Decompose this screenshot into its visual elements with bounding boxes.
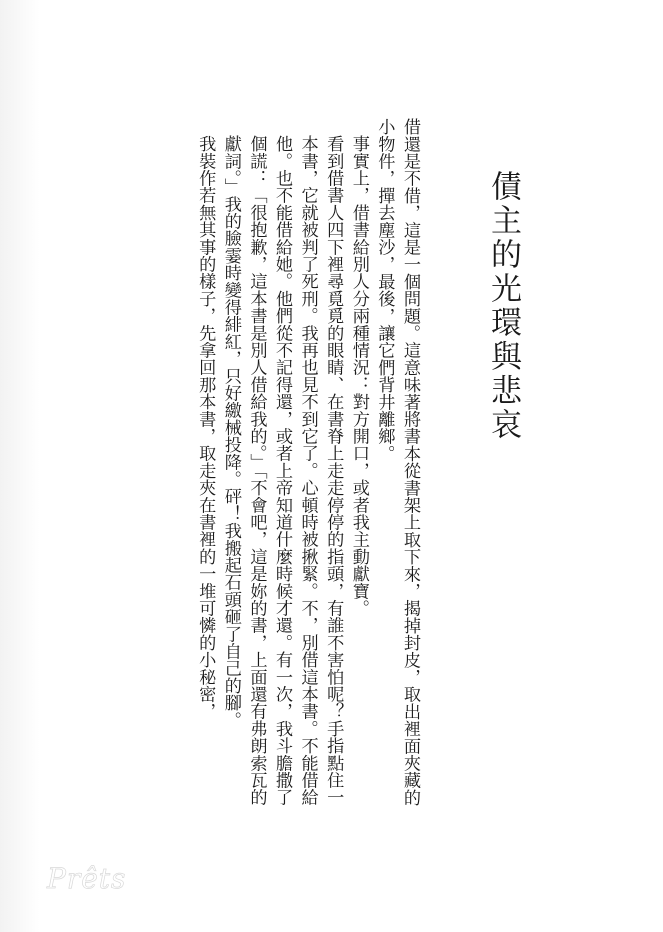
body-text (70, 118, 422, 818)
footer-word: Prêts (47, 862, 127, 895)
paragraph-1: 借還是不借，這是一個問題。這意味著將書本從書架上取下來，揭掉封皮，取出裡面夾藏的小物件，撣去塵沙，最後，讓它們背井離鄉。 (374, 118, 420, 806)
paragraph-4: 我裝作若無其事的樣子，先拿回那本書，取走夾在書裡的一堆可憐的小秘密， (195, 135, 216, 720)
paragraph-3: 看到借書人四下裡尋覓覓的眼睛、在書脊上走走停停的指頭，有誰不害怕呢？手指點住一本書，它就被判了死刑。我再也見不到它了。心頓時被揪緊。不，別借這本書。不能借給他。也不能借給她。他們從不記得還，或者上帝知道什麼時候才還。有一次，我斗膽撒了個謊：「很抱歉，這本書是別人借給我的。」「不會吧，這是妳的書，上面還有弗朗索瓦的獻詞。」我的臉霎時變得緋紅，只好繳械投降。砰！我搬起石頭砸了自己的腳。 (220, 135, 344, 806)
chapter-title: 債主的光環與悲哀 (485, 170, 521, 442)
spine-shadow (0, 0, 40, 932)
paragraph-2: 事實上，借書給別人分兩種情況：對方開口，或者我主動獻寶。 (348, 135, 369, 617)
